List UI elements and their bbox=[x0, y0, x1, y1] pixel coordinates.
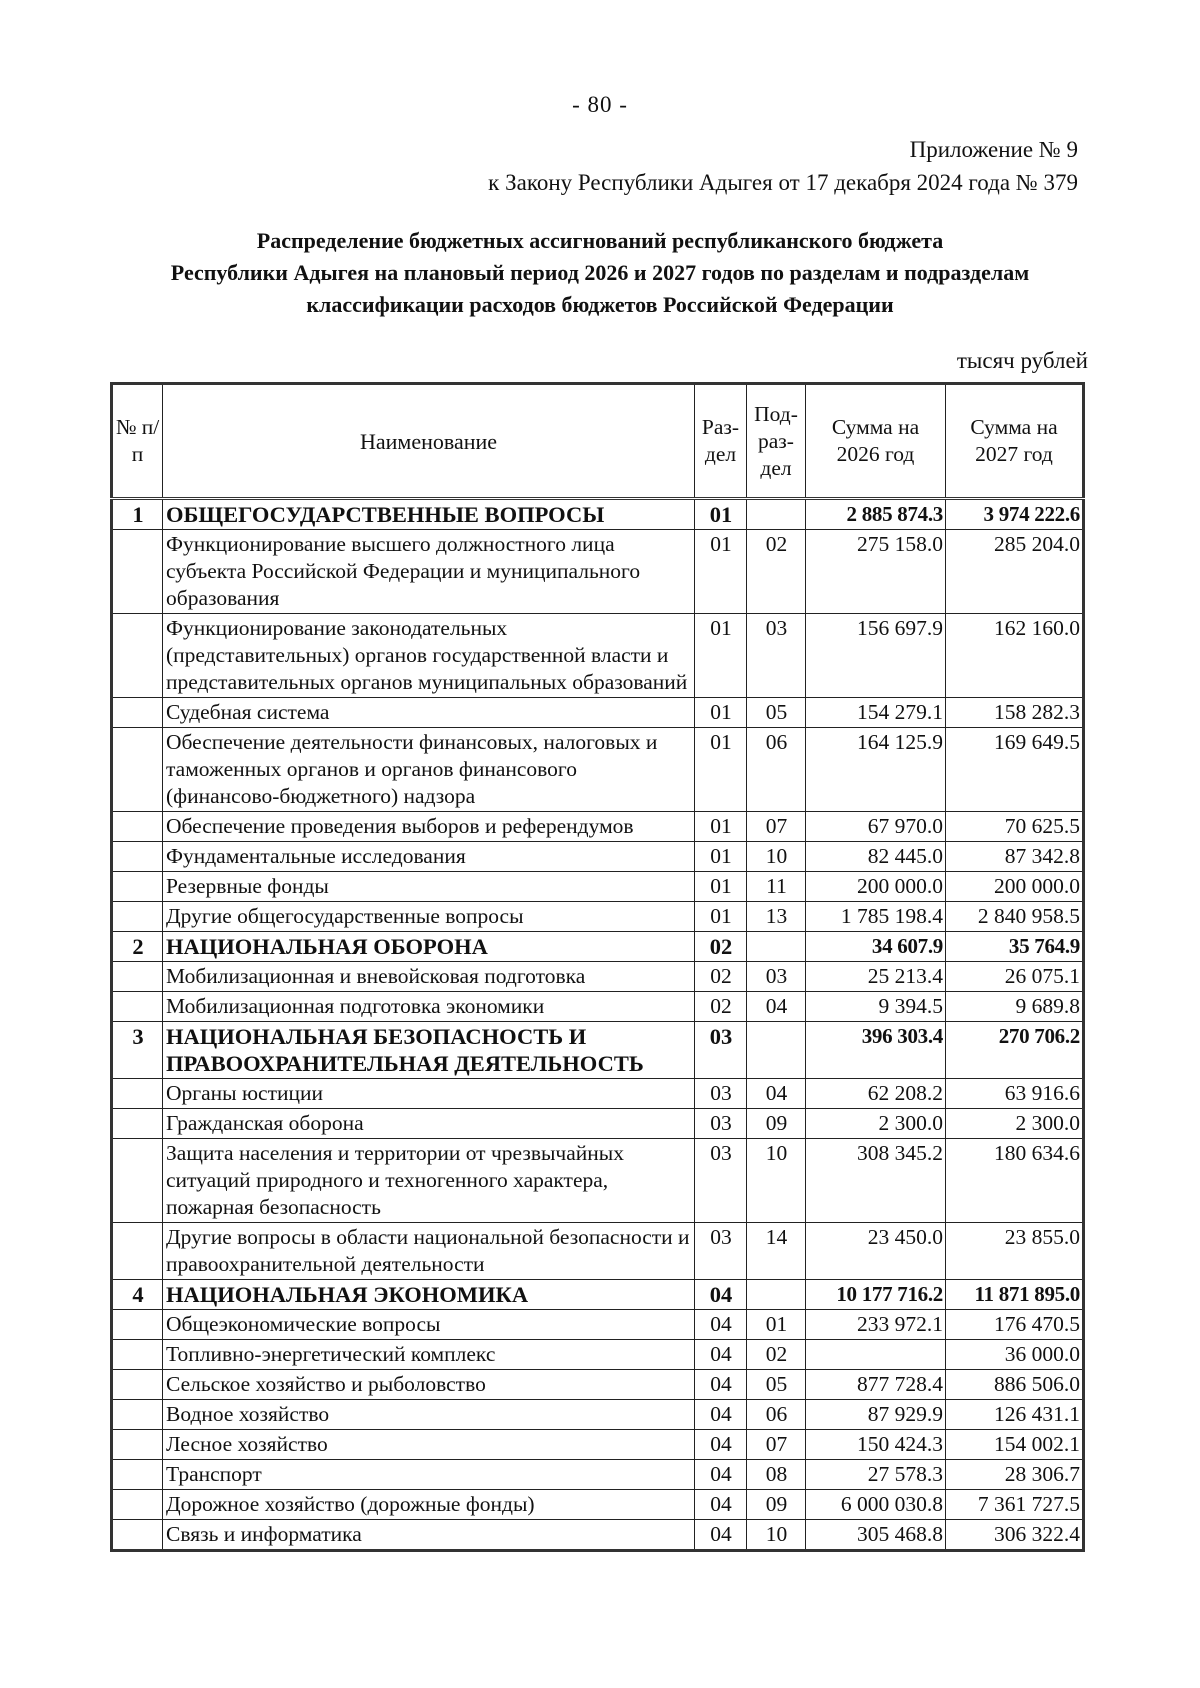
section-row bbox=[112, 1022, 1084, 1079]
row-number: 4 bbox=[112, 1280, 163, 1310]
row-name: Функционирование законодательных (представительных) органов государственной власти и представительных органов муниципальных образований bbox=[163, 614, 695, 698]
table-row bbox=[112, 1079, 1084, 1109]
row-podrazdel: 10 bbox=[747, 842, 806, 872]
table-row bbox=[112, 902, 1084, 932]
row-razdel: 04 bbox=[695, 1520, 747, 1551]
row-sum-2026: 200 000.0 bbox=[806, 872, 946, 902]
row-name: Мобилизационная подготовка экономики bbox=[163, 992, 695, 1022]
appendix-label: Приложение № 9 bbox=[909, 137, 1078, 162]
header-sum-2027: Сумма на 2027 год bbox=[946, 384, 1084, 499]
row-sum-2026: 25 213.4 bbox=[806, 962, 946, 992]
row-number: 1 bbox=[112, 499, 163, 530]
row-sum-2027: 180 634.6 bbox=[946, 1139, 1084, 1223]
row-razdel: 01 bbox=[695, 530, 747, 614]
row-podrazdel: 06 bbox=[747, 1400, 806, 1430]
table-row bbox=[112, 1520, 1084, 1551]
row-sum-2027: 154 002.1 bbox=[946, 1430, 1084, 1460]
row-sum-2026: 156 697.9 bbox=[806, 614, 946, 698]
row-sum-2027: 126 431.1 bbox=[946, 1400, 1084, 1430]
row-sum-2027: 9 689.8 bbox=[946, 992, 1084, 1022]
row-sum-2026: 233 972.1 bbox=[806, 1310, 946, 1340]
header-razdel: Раз- дел bbox=[695, 384, 747, 499]
row-name: Гражданская оборона bbox=[163, 1109, 695, 1139]
row-number bbox=[112, 962, 163, 992]
table-row bbox=[112, 992, 1084, 1022]
row-name: Другие общегосударственные вопросы bbox=[163, 902, 695, 932]
row-name: Функционирование высшего должностного лица субъекта Российской Федерации и муниципального образования bbox=[163, 530, 695, 614]
row-name: Дорожное хозяйство (дорожные фонды) bbox=[163, 1490, 695, 1520]
row-razdel: 04 bbox=[695, 1490, 747, 1520]
title-line-3: классификации расходов бюджетов Российской Федерации bbox=[306, 292, 894, 317]
row-sum-2026: 23 450.0 bbox=[806, 1223, 946, 1280]
table-row bbox=[112, 1223, 1084, 1280]
table-row bbox=[112, 1139, 1084, 1223]
row-razdel: 04 bbox=[695, 1370, 747, 1400]
row-name: Транспорт bbox=[163, 1460, 695, 1490]
row-sum-2027: 70 625.5 bbox=[946, 812, 1084, 842]
row-number bbox=[112, 812, 163, 842]
row-sum-2027: 886 506.0 bbox=[946, 1370, 1084, 1400]
row-name: Обеспечение проведения выборов и референдумов bbox=[163, 812, 695, 842]
table-row bbox=[112, 1370, 1084, 1400]
row-name: Судебная система bbox=[163, 698, 695, 728]
row-podrazdel bbox=[747, 499, 806, 530]
row-sum-2027: 200 000.0 bbox=[946, 872, 1084, 902]
row-podrazdel: 07 bbox=[747, 1430, 806, 1460]
row-podrazdel: 07 bbox=[747, 812, 806, 842]
row-sum-2026: 2 300.0 bbox=[806, 1109, 946, 1139]
row-name: Защита населения и территории от чрезвычайных ситуаций природного и техногенного характера, пожарная безопасность bbox=[163, 1139, 695, 1223]
row-name: Резервные фонды bbox=[163, 872, 695, 902]
row-razdel: 01 bbox=[695, 728, 747, 812]
row-number bbox=[112, 1430, 163, 1460]
row-number bbox=[112, 902, 163, 932]
row-sum-2026: 87 929.9 bbox=[806, 1400, 946, 1430]
row-sum-2026: 2 885 874.3 bbox=[806, 499, 946, 530]
row-razdel: 01 bbox=[695, 872, 747, 902]
row-podrazdel bbox=[747, 1280, 806, 1310]
row-name: НАЦИОНАЛЬНАЯ БЕЗОПАСНОСТЬ И ПРАВООХРАНИТЕЛЬНАЯ ДЕЯТЕЛЬНОСТЬ bbox=[163, 1022, 695, 1079]
row-name: Органы юстиции bbox=[163, 1079, 695, 1109]
row-razdel: 03 bbox=[695, 1109, 747, 1139]
row-name: Фундаментальные исследования bbox=[163, 842, 695, 872]
row-podrazdel: 10 bbox=[747, 1520, 806, 1551]
row-sum-2027: 7 361 727.5 bbox=[946, 1490, 1084, 1520]
row-sum-2027: 36 000.0 bbox=[946, 1340, 1084, 1370]
row-name: Топливно-энергетический комплекс bbox=[163, 1340, 695, 1370]
row-number bbox=[112, 1490, 163, 1520]
row-razdel: 01 bbox=[695, 499, 747, 530]
row-podrazdel: 05 bbox=[747, 698, 806, 728]
row-razdel: 04 bbox=[695, 1280, 747, 1310]
row-razdel: 04 bbox=[695, 1460, 747, 1490]
row-number bbox=[112, 698, 163, 728]
row-name: НАЦИОНАЛЬНАЯ ОБОРОНА bbox=[163, 932, 695, 962]
row-sum-2027: 63 916.6 bbox=[946, 1079, 1084, 1109]
row-sum-2026: 10 177 716.2 bbox=[806, 1280, 946, 1310]
row-sum-2026: 877 728.4 bbox=[806, 1370, 946, 1400]
row-number bbox=[112, 530, 163, 614]
row-sum-2026: 150 424.3 bbox=[806, 1430, 946, 1460]
row-sum-2027: 169 649.5 bbox=[946, 728, 1084, 812]
section-row bbox=[112, 499, 1084, 530]
row-podrazdel: 11 bbox=[747, 872, 806, 902]
row-razdel: 01 bbox=[695, 902, 747, 932]
table-row bbox=[112, 614, 1084, 698]
row-name: Общеэкономические вопросы bbox=[163, 1310, 695, 1340]
header-sum-2026: Сумма на 2026 год bbox=[806, 384, 946, 499]
row-podrazdel: 08 bbox=[747, 1460, 806, 1490]
row-razdel: 01 bbox=[695, 698, 747, 728]
row-sum-2026: 62 208.2 bbox=[806, 1079, 946, 1109]
row-sum-2026: 308 345.2 bbox=[806, 1139, 946, 1223]
row-number bbox=[112, 1370, 163, 1400]
table-row bbox=[112, 1490, 1084, 1520]
row-number bbox=[112, 614, 163, 698]
row-razdel: 04 bbox=[695, 1430, 747, 1460]
row-sum-2026: 6 000 030.8 bbox=[806, 1490, 946, 1520]
row-sum-2027: 158 282.3 bbox=[946, 698, 1084, 728]
row-number bbox=[112, 1400, 163, 1430]
row-razdel: 03 bbox=[695, 1079, 747, 1109]
row-sum-2027: 162 160.0 bbox=[946, 614, 1084, 698]
row-number bbox=[112, 1520, 163, 1551]
units-label: тысяч рублей bbox=[956, 348, 1088, 373]
row-number bbox=[112, 842, 163, 872]
row-sum-2026: 1 785 198.4 bbox=[806, 902, 946, 932]
row-podrazdel: 04 bbox=[747, 992, 806, 1022]
table-row bbox=[112, 1460, 1084, 1490]
row-sum-2027: 306 322.4 bbox=[946, 1520, 1084, 1551]
row-name: Лесное хозяйство bbox=[163, 1430, 695, 1460]
row-sum-2027: 11 871 895.0 bbox=[946, 1280, 1084, 1310]
row-sum-2026: 9 394.5 bbox=[806, 992, 946, 1022]
table-row bbox=[112, 842, 1084, 872]
row-number bbox=[112, 1310, 163, 1340]
row-name: Другие вопросы в области национальной безопасности и правоохранительной деятельности bbox=[163, 1223, 695, 1280]
row-sum-2027: 87 342.8 bbox=[946, 842, 1084, 872]
row-name: Сельское хозяйство и рыболовство bbox=[163, 1370, 695, 1400]
table-row bbox=[112, 698, 1084, 728]
row-podrazdel: 05 bbox=[747, 1370, 806, 1400]
row-name: Обеспечение деятельности финансовых, налоговых и таможенных органов и органов финансового (финансово-бюджетного) надзора bbox=[163, 728, 695, 812]
row-number bbox=[112, 1109, 163, 1139]
row-number: 3 bbox=[112, 1022, 163, 1079]
row-podrazdel: 06 bbox=[747, 728, 806, 812]
row-razdel: 03 bbox=[695, 1223, 747, 1280]
row-sum-2027: 2 840 958.5 bbox=[946, 902, 1084, 932]
row-razdel: 01 bbox=[695, 842, 747, 872]
row-number bbox=[112, 1340, 163, 1370]
row-podrazdel: 03 bbox=[747, 962, 806, 992]
row-razdel: 01 bbox=[695, 614, 747, 698]
row-sum-2027: 176 470.5 bbox=[946, 1310, 1084, 1340]
header-podrazdel: Под- раз- дел bbox=[747, 384, 806, 499]
row-sum-2026: 275 158.0 bbox=[806, 530, 946, 614]
row-podrazdel: 13 bbox=[747, 902, 806, 932]
row-podrazdel: 03 bbox=[747, 614, 806, 698]
row-sum-2027: 35 764.9 bbox=[946, 932, 1084, 962]
row-podrazdel: 09 bbox=[747, 1109, 806, 1139]
row-sum-2026: 27 578.3 bbox=[806, 1460, 946, 1490]
row-sum-2027: 285 204.0 bbox=[946, 530, 1084, 614]
title-line-2: Республики Адыгея на плановый период 2026 и 2027 годов по разделам и подразделам bbox=[170, 260, 1030, 285]
row-sum-2026: 396 303.4 bbox=[806, 1022, 946, 1079]
row-podrazdel: 10 bbox=[747, 1139, 806, 1223]
section-row bbox=[112, 1280, 1084, 1310]
section-row bbox=[112, 932, 1084, 962]
row-number bbox=[112, 1139, 163, 1223]
row-name: Связь и информатика bbox=[163, 1520, 695, 1551]
table-row bbox=[112, 1400, 1084, 1430]
row-sum-2026: 305 468.8 bbox=[806, 1520, 946, 1551]
row-razdel: 02 bbox=[695, 962, 747, 992]
title-line-1: Распределение бюджетных ассигнований республиканского бюджета bbox=[256, 228, 944, 253]
row-sum-2027: 3 974 222.6 bbox=[946, 499, 1084, 530]
row-podrazdel: 01 bbox=[747, 1310, 806, 1340]
row-sum-2026: 154 279.1 bbox=[806, 698, 946, 728]
table-row bbox=[112, 812, 1084, 842]
header-num: № п/п bbox=[112, 384, 163, 499]
row-name: НАЦИОНАЛЬНАЯ ЭКОНОМИКА bbox=[163, 1280, 695, 1310]
row-number bbox=[112, 728, 163, 812]
row-number bbox=[112, 1079, 163, 1109]
row-number bbox=[112, 992, 163, 1022]
table-row bbox=[112, 1430, 1084, 1460]
row-name: ОБЩЕГОСУДАРСТВЕННЫЕ ВОПРОСЫ bbox=[163, 499, 695, 530]
table-row bbox=[112, 872, 1084, 902]
table-row bbox=[112, 728, 1084, 812]
row-razdel: 04 bbox=[695, 1310, 747, 1340]
budget-allocation-table bbox=[110, 382, 1085, 1552]
row-sum-2027: 28 306.7 bbox=[946, 1460, 1084, 1490]
row-sum-2027: 2 300.0 bbox=[946, 1109, 1084, 1139]
table-row bbox=[112, 1340, 1084, 1370]
row-razdel: 04 bbox=[695, 1340, 747, 1370]
row-podrazdel bbox=[747, 1022, 806, 1079]
row-name: Водное хозяйство bbox=[163, 1400, 695, 1430]
row-sum-2027: 270 706.2 bbox=[946, 1022, 1084, 1079]
row-number bbox=[112, 1460, 163, 1490]
table-body bbox=[112, 499, 1084, 1551]
row-podrazdel bbox=[747, 932, 806, 962]
row-podrazdel: 04 bbox=[747, 1079, 806, 1109]
table-row bbox=[112, 1310, 1084, 1340]
row-podrazdel: 02 bbox=[747, 1340, 806, 1370]
row-razdel: 02 bbox=[695, 932, 747, 962]
table-row bbox=[112, 1109, 1084, 1139]
row-razdel: 04 bbox=[695, 1400, 747, 1430]
row-sum-2026: 164 125.9 bbox=[806, 728, 946, 812]
row-razdel: 02 bbox=[695, 992, 747, 1022]
row-sum-2026: 34 607.9 bbox=[806, 932, 946, 962]
row-sum-2026: 67 970.0 bbox=[806, 812, 946, 842]
header-name: Наименование bbox=[163, 384, 695, 499]
table-row bbox=[112, 962, 1084, 992]
row-sum-2026 bbox=[806, 1340, 946, 1370]
row-podrazdel: 09 bbox=[747, 1490, 806, 1520]
row-sum-2026: 82 445.0 bbox=[806, 842, 946, 872]
row-sum-2027: 26 075.1 bbox=[946, 962, 1084, 992]
row-number bbox=[112, 872, 163, 902]
row-sum-2027: 23 855.0 bbox=[946, 1223, 1084, 1280]
document-title bbox=[100, 225, 1100, 321]
row-razdel: 03 bbox=[695, 1139, 747, 1223]
row-razdel: 03 bbox=[695, 1022, 747, 1079]
table-header-row bbox=[112, 384, 1084, 499]
row-name: Мобилизационная и вневойсковая подготовка bbox=[163, 962, 695, 992]
row-number bbox=[112, 1223, 163, 1280]
table-row bbox=[112, 530, 1084, 614]
row-podrazdel: 14 bbox=[747, 1223, 806, 1280]
appendix-law-reference: к Закону Республики Адыгея от 17 декабря 2024 года № 379 bbox=[488, 170, 1078, 195]
row-razdel: 01 bbox=[695, 812, 747, 842]
row-podrazdel: 02 bbox=[747, 530, 806, 614]
row-number: 2 bbox=[112, 932, 163, 962]
page-number: - 80 - bbox=[572, 92, 628, 117]
